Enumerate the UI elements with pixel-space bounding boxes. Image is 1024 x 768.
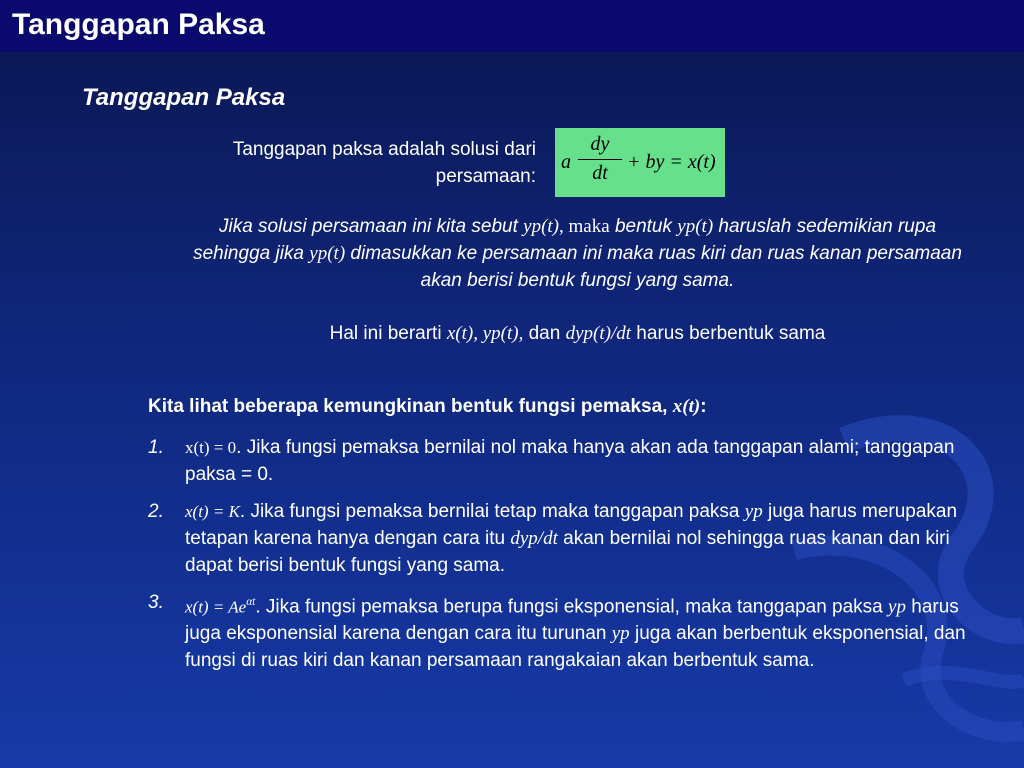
section-subtitle: Tanggapan Paksa — [82, 84, 286, 111]
differential-equation-box — [555, 128, 725, 197]
eq-numerator: dy — [590, 133, 610, 155]
math-exponent: αt — [246, 596, 256, 608]
math-expression: x(t) = 0 — [185, 438, 237, 457]
intro-text: Tanggapan paksa adalah solusi dari persamaan: — [232, 139, 536, 187]
math-expression: x(t) = K — [185, 502, 240, 521]
math-yp: yp — [611, 623, 630, 645]
list-item: 2. x(t) = K. Jika fungsi pemaksa bernilai tetap maka tanggapan paksa yp juga harus merupakan tetapan karena hanya dengan cara itu dyp/dt akan bernilai nol sehingga ruas kanan dan kiri dapat berisi bentuk fungsi yang sama. — [148, 501, 958, 576]
math-xt: x(t) — [672, 396, 701, 417]
math-yp: yp(t) — [523, 216, 560, 237]
eq-fraction — [578, 133, 622, 185]
math-yp: yp(t) — [677, 216, 714, 237]
eq-rest: + by = x(t) — [627, 151, 716, 173]
title-bar — [0, 0, 1024, 52]
forcing-function-list — [148, 434, 968, 684]
slide-title: Tanggapan Paksa — [12, 8, 265, 41]
list-item: 3. $x(t) = Ae^{\alpha t}$. Jika fungsi pemaksa berupa fungsi eksponensial, maka tanggapan paksa yp harus juga eksponensial karena dengan cara itu turunan yp juga akan berbentuk eksponensial, dan fungsi di ruas kiri dan kanan persamaan rangakaian akan berbentuk sama. — [148, 592, 966, 672]
math-expression: x(t) = Ae — [185, 597, 247, 617]
math-derivative: dyp/dt — [510, 528, 558, 549]
explanation-paragraph: Jika solusi persamaan ini kita sebut yp(t), maka bentuk yp(t) haruslah sedemikian rupa sehingga jika yp(t) dimasukkan ke persamaan ini maka ruas kiri dan ruas kanan persamaan akan berisi bentuk fungsi yang sama. — [193, 216, 962, 291]
math-yp: yp — [888, 596, 906, 618]
math-terms: x(t), yp(t), — [446, 323, 524, 344]
math-yp: yp — [744, 501, 763, 522]
math-yp: yp(t) — [309, 243, 346, 264]
eq-denominator: dt — [592, 162, 608, 184]
same-form-statement: Hal ini berarti x(t), yp(t), dan dyp(t)/dt harus berbentuk sama — [329, 323, 826, 344]
possibilities-heading: Kita lihat beberapa kemungkinan bentuk fungsi pemaksa, x(t): — [148, 396, 707, 417]
list-item: 1. x(t) = 0. Jika fungsi pemaksa bernilai nol maka hanya akan ada tanggapan alami; tanggapan paksa = 0. — [148, 437, 955, 485]
eq-coefficient: a — [561, 151, 571, 173]
math-derivative: dyp(t)/dt — [565, 323, 632, 344]
